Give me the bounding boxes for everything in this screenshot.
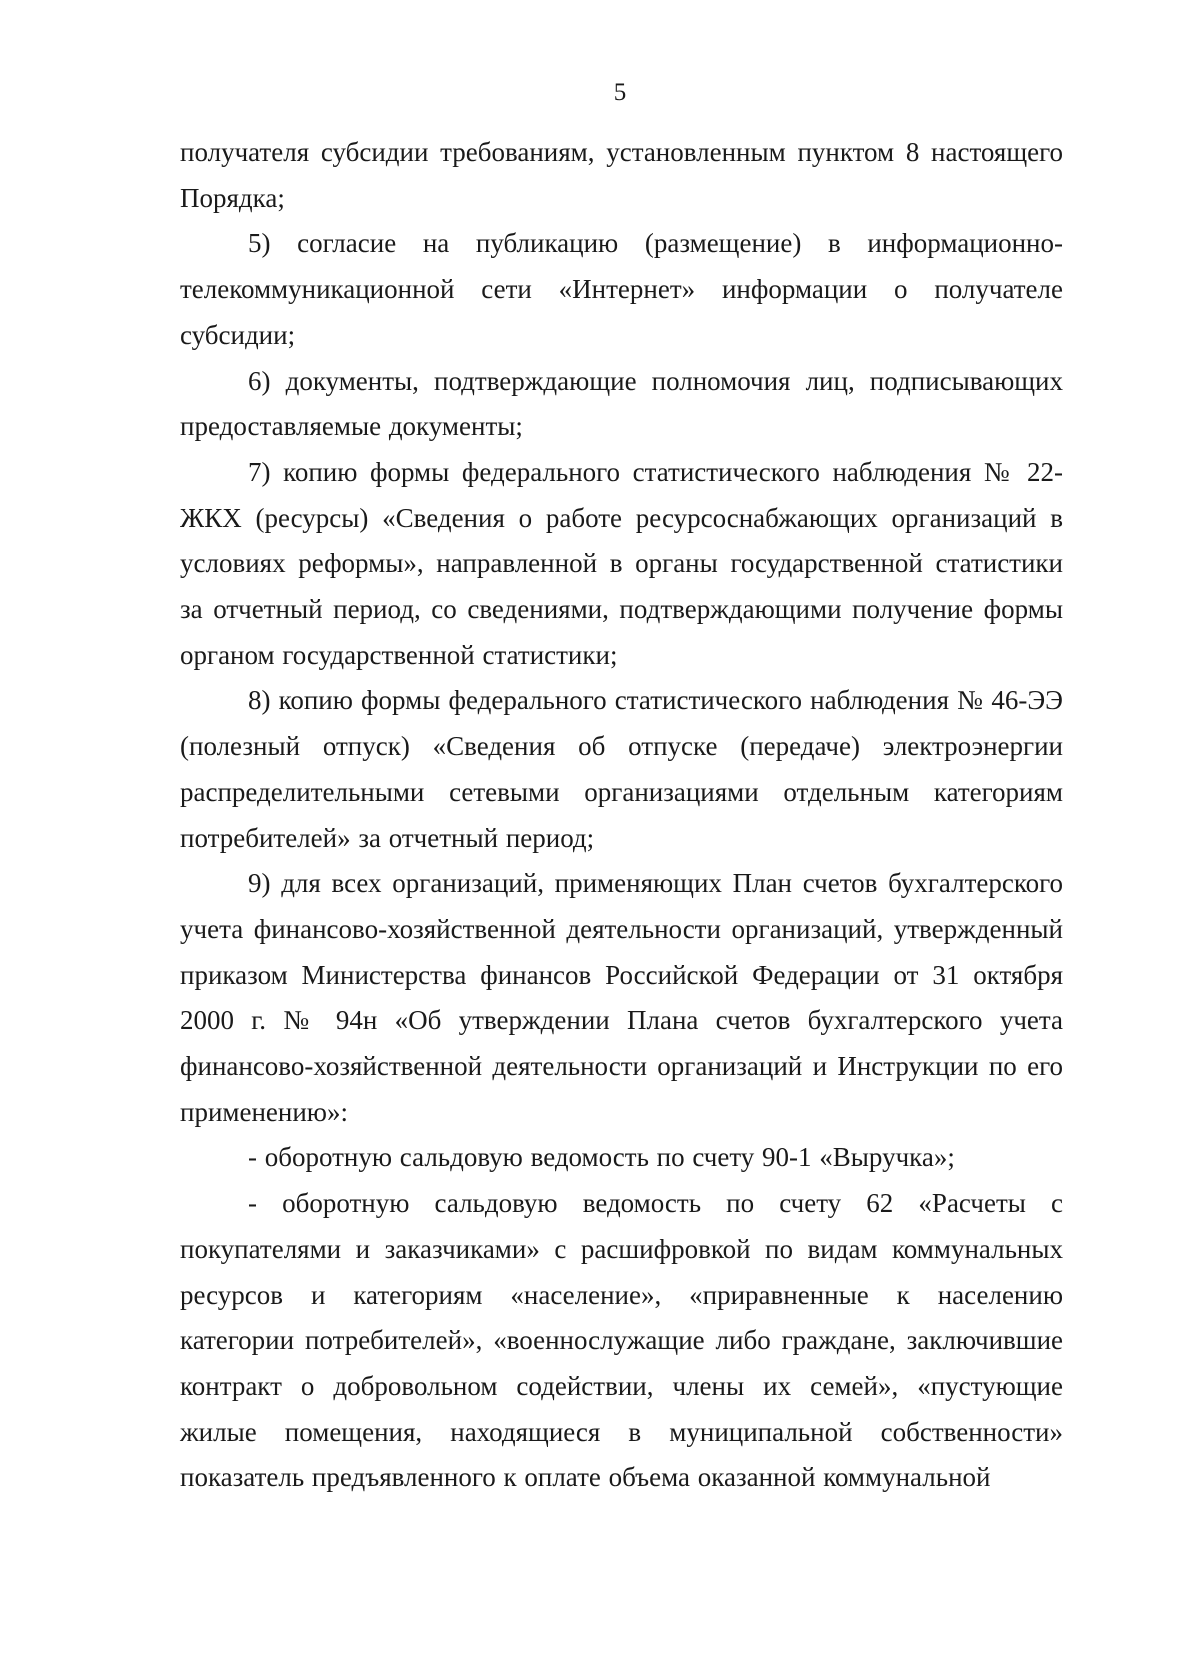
paragraph-dash-item-1: - оборотную сальдовую ведомость по счету 90-1 «Выручка»; — [248, 1142, 955, 1173]
paragraph-item-5: 5) согласие на публикацию (размещение) в информационно-телекоммуникационной сети «Интернет» информации о получателе субсидии; — [180, 228, 1063, 350]
paragraph-item-6: 6) документы, подтверждающие полномочия лиц, подписывающих предоставляемые документы; — [180, 365, 1063, 442]
paragraph-item-9: 9) для всех организаций, применяющих План счетов бухгалтерского учета финансово-хозяйственной деятельности организаций, утвержденный приказом Министерства финансов Российской Федерации от 31 октября 2000 г. № 94н «Об утверждении Плана счетов бухгалтерского учета финансово-хозяйственной деятельности организаций и Инструкции по его применению»: — [180, 868, 1063, 1127]
paragraph-item-8: 8) копию формы федерального статистического наблюдения № 46-ЭЭ (полезный отпуск) «Сведения об отпуске (передаче) электроэнергии распределительными сетевыми организациями отдельным категориям потребителей» за отчетный период; — [180, 685, 1063, 853]
document-body — [180, 130, 1063, 1501]
paragraph-dash-item-2: - оборотную сальдовую ведомость по счету 62 «Расчеты с покупателями и заказчиками» с расшифровкой по видам коммунальных ресурсов и категориям «население», «приравненные к населению категории потребителей», «военнослужащие либо граждане, заключившие контракт о добровольном содействии, члены их семей», «пустующие жилые помещения, находящиеся в муниципальной собственности» показатель предъявленного к оплате объема оказанной коммунальной — [180, 1188, 1063, 1493]
paragraph-item-7: 7) копию формы федерального статистического наблюдения № 22-ЖКХ (ресурсы) «Сведения о работе ресурсоснабжающих организаций в условиях реформы», направленной в органы государственной статистики за отчетный период, со сведениями, подтверждающими получение формы органом государственной статистики; — [180, 456, 1063, 670]
paragraph-continuation: получателя субсидии требованиям, установленным пунктом 8 настоящего Порядка; — [180, 137, 1063, 213]
page-number: 5 — [613, 79, 627, 106]
